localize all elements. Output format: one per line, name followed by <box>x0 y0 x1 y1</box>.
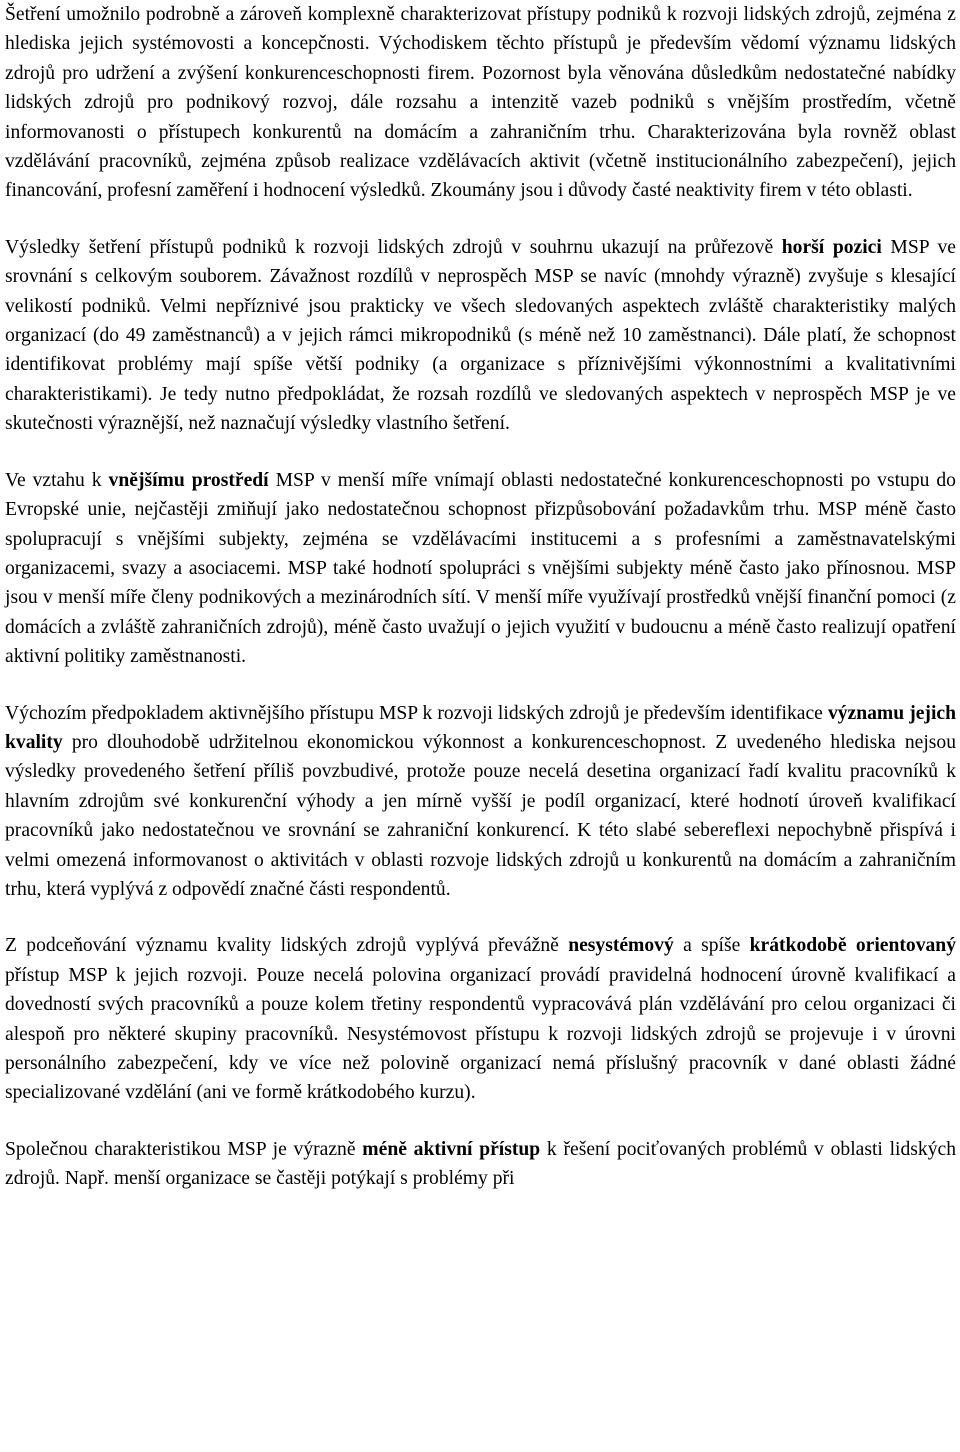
text-segment: pro dlouhodobě udržitelnou ekonomickou výkonnost a konkurenceschopnost. Z uvedeného hlediska nejsou výsledky provedeného šetření příliš povzbudivé, protože pouze necelá desetina organizací řadí kvalitu pracovníků k hlavním zdrojům své konkurenční výhody a jen mírně vyšší je podíl organizací, které hodnotí úroveň kvalifikací pracovníků jako nedostatečnou ve srovnání se zahraniční konkurencí. K této slabé sebereflexi nepochybně přispívá i velmi omezená informovanost o aktivitách v oblasti rozvoje lidských zdrojů u konkurentů na domácím a zahraničním trhu, která vyplývá z odpovědí značné části respondentů. <box>5 731 956 900</box>
emphasis-text: méně aktivní přístup <box>362 1138 541 1160</box>
text-segment: MSP v menší míře vnímají oblasti nedostatečné konkurenceschopnosti po vstupu do Evropské unie, nejčastěji zmiňují jako nedostatečnou schopnost přizpůsobování požadavkům trhu. MSP méně často spolupracují s vnějšími subjekty, zejména se vzdělávacími institucemi a s profesními a zaměstnavatelskými organizacemi, svazy a asociacemi. MSP také hodnotí spolupráci s vnějšími subjekty méně často jako přínosnou. MSP jsou v menší míře členy podnikových a mezinárodních sítí. V menší míře využívají prostředků vnější finanční pomoci (z domácích a zvláště zahraničních zdrojů), méně často uvažují o jejich využití v budoucnu a méně často realizují opatření aktivní politiky zaměstnanosti. <box>5 469 956 668</box>
paragraph-unsystematic-approach <box>5 931 956 1107</box>
text-segment: Výchozím předpokladem aktivnějšího přístupu MSP k rozvoji lidských zdrojů je především identifikace <box>5 702 828 724</box>
text-segment: k řešení pociťovaných problémů v oblasti lidských zdrojů. Např. menší organizace se častěji potýkají s problémy při <box>5 1138 956 1190</box>
emphasis-text: vnějšímu prostředí <box>108 469 269 491</box>
text-segment: MSP ve srovnání s celkovým souborem. Závažnost rozdílů v neprospěch MSP se navíc (mnohdy výrazně) zvyšuje s klesající velikostí podniků. Velmi nepříznivé jsou prakticky ve všech sledovaných aspektech zvláště charakteristiky malých organizací (do 49 zaměstnanců) a v jejich rámci mikropodniků (s méně než 10 zaměstnanci). Dále platí, že schopnost identifikovat problémy mají spíše větší podniky (a organizace s příznivějšími výkonnostními a kvalitativními charakteristikami). Je tedy nutno předpokládat, že rozsah rozdílů ve sledovaných aspektech v neprospěch MSP je ve skutečnosti výraznější, než naznačují výsledky vlastního šetření. <box>5 236 956 435</box>
text-segment: Výsledky šetření přístupů podniků k rozvoji lidských zdrojů v souhrnu ukazují na průřezově <box>5 236 782 258</box>
emphasis-text: horší pozici <box>781 236 882 258</box>
emphasis-text: nesystémový <box>568 935 674 957</box>
emphasis-text: krátkodobě orientovaný <box>749 935 956 957</box>
emphasis-text: významu jejich kvality <box>5 702 956 753</box>
text-segment: Z podceňování významu kvality lidských zdrojů vyplývá převážně <box>5 935 569 957</box>
paragraph-external-environment <box>5 466 956 672</box>
paragraph-quality-importance <box>5 699 956 905</box>
text-segment: přístup MSP k jejich rozvoji. Pouze necelá polovina organizací provádí pravidelná hodnocení úrovně kvalifikací a dovedností svých pracovníků a pouze kolem třetiny respondentů vypracovává plán vzdělávání pro celou organizaci či alespoň pro některé skupiny pracovníků. Nesystémovost přístupu k rozvoji lidských zdrojů se projevuje i v úrovni personálního zabezpečení, kdy ve více než polovině organizací nemá příslušný pracovník v dané oblasti žádné specializované vzdělání (ani ve formě krátkodobého kurzu). <box>5 964 956 1104</box>
text-segment: Ve vztahu k <box>5 469 109 491</box>
paragraph-results-summary <box>5 233 956 439</box>
paragraph-less-active-approach <box>5 1135 956 1194</box>
text-segment: Šetření umožnilo podrobně a zároveň komplexně charakterizovat přístupy podniků k rozvoji lidských zdrojů, zejména z hlediska jejich systémovosti a koncepčnosti. Východiskem těchto přístupů je především vědomí významu lidských zdrojů pro udržení a zvýšení konkurenceschopnosti firem. Pozornost byla věnována důsledkům nedostatečné nabídky lidských zdrojů pro podnikový rozvoj, dále rozsahu a intenzitě vazeb podniků s vnějším prostředím, včetně informovanosti o přístupech konkurentů na domácím a zahraničním trhu. Charakterizována byla rovněž oblast vzdělávání pracovníků, zejména způsob realizace vzdělávacích aktivit (včetně institucionálního zabezpečení), jejich financování, profesní zaměření i hodnocení výsledků. Zkoumány jsou i důvody časté neaktivity firem v této oblasti. <box>5 4 956 202</box>
paragraph-survey-scope <box>5 0 956 206</box>
text-segment: Společnou charakteristikou MSP je výrazně <box>5 1138 363 1160</box>
text-segment: a spíše <box>673 935 750 957</box>
